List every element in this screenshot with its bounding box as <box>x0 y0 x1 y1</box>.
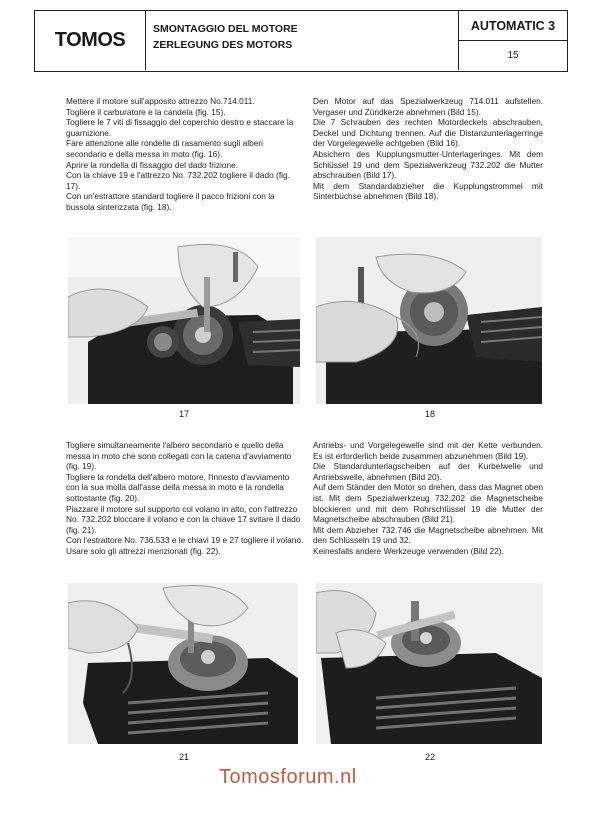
paragraph: Mit dem Standardabzieher die Kupplungstrommel mit Sinterbüchse abnehmen (Bild 18). <box>313 180 543 202</box>
figure-22-caption: 22 <box>424 752 435 762</box>
paragraph: Keinesfalls andere Werkzeuge verwenden (Bild 22). <box>313 545 504 556</box>
paragraph: Fare attenzione alle rondelle di rasamento sugli alberi secondario e della messa in moto (fig. 16). <box>66 138 263 159</box>
header-titles <box>153 21 298 53</box>
paragraph: Absichern des Kupplungsmutter-Unterlageringes. Mit dem Schlüssel 19 und dem Spezialwerkzeug 732.202 die Mutter abschrauben (Bild 17). <box>313 148 543 181</box>
paragraph: Antriebs- und Vorgelegewelle sind mit der Kette verbunden. Es ist erforderlich beide zusammen abzunehmen (Bild 19). <box>313 440 543 461</box>
title-italian: SMONTAGGIO DEL MOTORE <box>153 23 298 35</box>
paragraph: Aprire la rondella di fissaggio del dado frizione. <box>66 159 239 170</box>
paragraph: Piazzare il motore sul supporto col volano in alto, con l'attrezzo No. 732.202 bloccare il volano e con la chiave 17 svitare il dado (fig. 21). <box>66 503 301 535</box>
figure-21-photo <box>68 583 298 744</box>
text-top-german <box>313 96 543 202</box>
paragraph: Die Standardunterlagscheiben auf der Kurbelwelle und Antriebswelle, abnehmen (Bild 20). <box>313 461 543 482</box>
title-german: ZERLEGUNG DES MOTORS <box>153 39 293 51</box>
figure-21-caption: 21 <box>178 752 189 762</box>
figure-22-photo <box>316 583 542 744</box>
figure-17-photo <box>68 237 300 404</box>
paragraph: Con un'estrattore standard togliere il pacco frizioni con la bussola sinterizzata (fig. 18). <box>66 191 275 212</box>
text-bottom-german <box>313 440 543 557</box>
paragraph: Die 7 Schrauben des rechten Motordeckels abschrauben, Deckel und Dichtung trennen. Auf die Distanzunterlagerringe der Vorgelegewelle achtgeben (Bild 16). <box>313 117 543 149</box>
paragraph: Con la chiave 19 e l'attrezzo No. 732.202 togliere il dado (fig. 17). <box>66 170 290 191</box>
paragraph: Mit dem Abzieher 732.746 die Magnetscheibe abnehmen. Mit den Schlüsseln 19 und 32. <box>313 524 543 546</box>
section-label: AUTOMATIC 3 <box>459 11 567 41</box>
paragraph: Togliere simultaneamente l'albero secondario e quello della messa in moto che sono collegati con la catena d'avviamento (fig. 19). <box>66 440 292 472</box>
paragraph: Togliere le 7 viti di fissaggio del coperchio destro e staccare la guarnizione. <box>66 117 294 138</box>
page-header <box>34 10 568 72</box>
text-bottom-italian <box>66 440 304 557</box>
figure-18-caption: 18 <box>424 409 435 419</box>
brand-name: TOMOS <box>54 29 126 51</box>
paragraph: Togliere il carburatore e la candela (fig. 15). <box>66 106 226 117</box>
page-number: 15 <box>507 50 519 61</box>
paragraph: Togliere la rondella dell'albero motore, l'innesto d'avviamento con la sua molla dall'asse della messa in moto e la rondella sottostante (fig. 20). <box>66 471 290 503</box>
paragraph: Mettere il motore sull'apposito attrezzo No.714.011. <box>66 96 255 106</box>
watermark-text: Tomosforum.nl <box>219 766 357 788</box>
paragraph: Auf dem Ständer den Motor so drehen, dass das Magnet oben ist. Mit dem Spezialwerkzeug 732.202 die Magnetscheibe blockieren und mit dem Rohrschlüssel 19 die Mutter der Magnetscheibe abschrauben (Bild 21). <box>313 482 543 525</box>
paragraph: Den Motor auf das Spezialwerkzeug 714.011 aufstellen. Vergaser und Zündkerze abnehmen (Bild 15). <box>313 96 543 117</box>
figure-17-caption: 17 <box>178 409 189 419</box>
paragraph: Con l'estrattore No. 736.533 e le chiavi 19 e 27 togliere il volano. Usare solo gli attrezzi menzionati (fig. 22). <box>66 535 304 556</box>
text-top-italian <box>66 96 304 213</box>
header-right <box>458 11 567 70</box>
figure-18-photo <box>316 237 542 404</box>
brand-logo <box>35 11 146 70</box>
